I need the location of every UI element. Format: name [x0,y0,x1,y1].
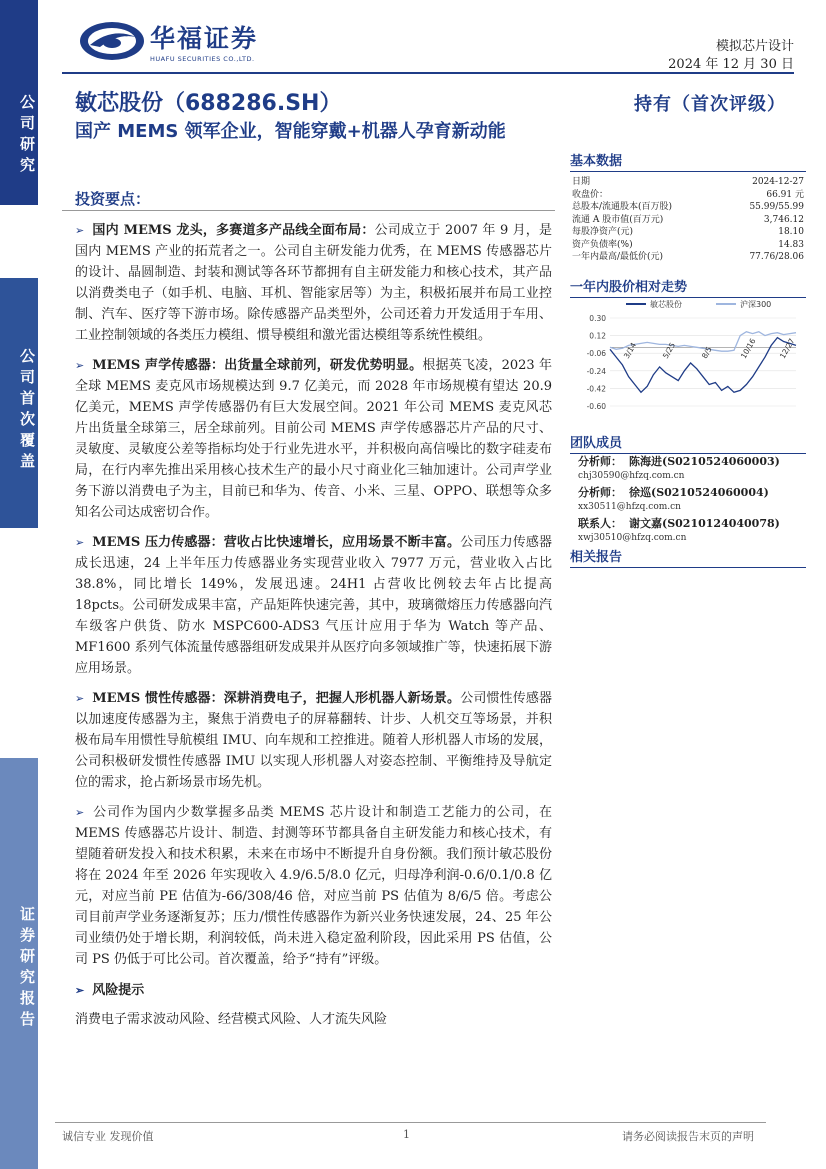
price-chart-svg [570,296,806,421]
related-reports-heading: 相关报告 [570,546,806,568]
data-row: 一年内最高/最低价(元) 77.76/28.06 [572,252,804,262]
y-tick-label: -0.24 [586,366,606,376]
team-member: 分析师： 徐巡(S0210524060004) [578,486,769,499]
price-chart [570,296,806,421]
brand-logo [78,17,258,65]
bullet-arrow-icon: ➢ [75,806,85,819]
chart-heading: 一年内股价相对走势 [570,276,806,298]
paragraph-4 [75,688,552,793]
paragraph-3-lead: MEMS 压力传感器：营收占比快速增长，应用场景不断丰富。 [92,535,461,550]
brand-name-en: HUAFU SECURITIES CO.,LTD. [150,55,255,63]
basic-data-panel [570,150,806,264]
header-divider [62,72,794,74]
team-heading: 团队成员 [570,432,806,454]
y-tick-label: -0.06 [586,349,606,359]
team-list [578,454,806,547]
summary-divider [62,210,555,211]
y-tick-label: 0.30 [589,314,606,323]
page-number: 1 [403,1128,410,1141]
paragraph-5 [75,802,552,970]
footer-disclaimer: 请务必阅读报告末页的声明 [622,1130,754,1143]
side-label-first-coverage: 公司首次覆盖 [0,278,38,528]
side-label-securities-report: 证券研究报告 [0,758,38,1169]
bullet-arrow-icon: ➢ [75,536,85,549]
chart-panel [570,276,806,298]
basic-data-heading: 基本数据 [570,150,806,172]
brand-name-cn: 华福证券 [150,24,259,53]
bullet-arrow-icon: ➢ [75,224,85,237]
x-tick-label: 12/27 [777,336,797,361]
legend-label: 敏芯股份 [650,300,682,309]
member-name: 谢文嘉(S0210124040078) [629,517,780,530]
footer-divider [55,1122,766,1123]
team-panel [570,432,806,454]
member-email[interactable]: xwj30510@hfzq.com.cn [578,533,687,543]
report-date: 2024 年 12 月 30 日 [668,57,794,72]
side-label-company-research: 公司研究 [0,0,38,205]
team-member: 联系人： 谢文嘉(S0210124040078) [578,517,780,530]
x-tick-label: 5/25 [660,340,678,361]
risk-text: 消费电子需求波动风险、经营模式风险、人才流失风险 [75,1012,388,1027]
company-title: 敏芯股份（688286.SH） [75,91,342,116]
basic-data-list [570,172,806,264]
rating-label: 持有（首次评级） [634,94,786,115]
x-tick-label: 3/14 [621,340,639,361]
paragraph-1-lead: 国内 MEMS 龙头，多赛道多产品线全面布局： [92,223,375,238]
paragraph-1 [75,220,552,346]
team-member: 分析师： 陈海进(S0210524060003) [578,455,780,468]
paragraph-4-text: 公司惯性传感器以加速度传感器为主，聚焦于消费电子的屏幕翻转、计步、人机交互等场景，并积极布局车用惯性导航模组 IMU、向车规和工控推进。随着人形机器人市场的发展，公司积极研发惯性传感器 IMU 以实现人形机器人对姿态控制、平衡维持及导航定位的需求，抢占新场景市场先机。 [75,691,552,790]
member-name: 徐巡(S0210524060004) [629,486,769,499]
paragraph-4-lead: MEMS 惯性传感器：深耕消费电子，把握人形机器人新场景。 [92,691,461,706]
paragraph-2-lead: MEMS 声学传感器：出货量全球前列，研发优势明显。 [92,358,423,373]
y-tick-label: -0.42 [586,384,606,394]
paragraph-1-text: 公司成立于 2007 年 9 月，是国内 MEMS 产业的拓荒者之一。公司自主研发能力优秀，在 MEMS 传感器芯片的设计、晶圆制造、封装和测试等各环节都拥有自主研发能力和核心技术，其产品以消费类电子（如手机、电脑、耳机、智能家居等）为主，积极拓展并布局工业控制、汽车、医疗等下游市场。除传感器产品类型外，公司还着力开发适用于车用、工业控制领域的各类压力模组、惯导模组和激光雷达模组等系统性模组。 [75,223,552,343]
x-tick-label: 10/16 [738,336,758,361]
member-email[interactable]: chj30590@hfzq.com.cn [578,471,685,481]
y-tick-label: -0.60 [586,402,606,411]
data-row: 流通 A 股市值(百万元) 3,746.12 [572,214,804,225]
bullet-arrow-icon: ➢ [75,984,85,997]
data-row: 总股本/流通股本(百万股) 55.99/55.99 [572,202,804,212]
summary-body [75,220,552,1027]
data-row: 资产负债率(%) 14.83 [572,239,804,250]
x-tick-label: 8/5 [699,345,714,361]
footer-slogan: 诚信专业 发现价值 [62,1130,154,1143]
y-tick-label: 0.12 [589,331,606,341]
risk-heading-text: 风险提示 [92,983,145,998]
member-email[interactable]: xx30511@hfzq.com.cn [578,502,681,512]
risk-heading [75,979,552,998]
legend-label: 沪深300 [740,300,772,309]
paragraph-2-text: 根据英飞凌，2023 年全球 MEMS 麦克风市场规模达到 9.7 亿美元，而 2028 年市场规模有望达 20.9 亿美元，MEMS 声学传感器仍有巨大发展空间。2021 年公司 MEMS 麦克风芯片出货量全球第三，居全球前列。目前公司 MEMS 声学传感器芯片产品的尺寸、灵敏度、灵敏度公差等指标均处于行业先进水平，并积极向高信噪比的数字硅麦布局，在行内率先推出采用核心技术生产的最小尺寸商业化三轴加速计。公司声学业务下游以消费电子为主，目前已和华为、传音、小米、三星、OPPO、联想等众多知名公司达成密切合作。 [75,358,552,520]
report-headline: 国产 MEMS 领军企业，智能穿戴+机器人孕育新动能 [75,121,506,142]
series-line [610,332,796,352]
member-name: 陈海进(S0210524060003) [629,455,780,468]
paragraph-3 [75,532,552,679]
paragraph-2 [75,355,552,523]
brand-logo-icon [78,19,146,63]
data-row: 收盘价： 66.91 元 [572,189,804,200]
industry-label: 模拟芯片设计 [715,39,794,54]
paragraph-3-text: 公司压力传感器成长迅速，24 上半年压力传感器业务实现营业收入 7977 万元，营业收入占比 38.8%，同比增长 149%，发展迅速。24H1 占营收比例较去年占比提高 18pcts。公司研发成果丰富，产品矩阵快速完善，其中，玻璃微熔压力传感器向汽车级客户供货、防水 MSPC600-ADS3 气压计应用于华为 Watch 等产品、MF1600 系列气体流量传感器组研发成果并从医疗向多领域推广等，快速拓展下游应用场景。 [75,535,552,676]
paragraph-5-text: 公司作为国内少数掌握多品类 MEMS 芯片设计和制造工艺能力的公司，在 MEMS 传感器芯片设计、制造、封测等环节都具备自主研发能力和核心技术，有望随着研发投入和技术积累，未来在市场中不断提升自身份额。我们预计敏芯股份将在 2024 年至 2026 年实现收入 4.9/6.5/8.0 亿元，归母净利润-0.6/0.1/0.8 亿元，对应当前 PE 估值为-66/308/46 倍，对应当前 PS 估值为 8/6/5 倍。考虑公司目前声学业务逐渐复苏；压力/惯性传感器作为新兴业务快速发展，24、25 年公司业绩仍处于增长期，利润较低，尚未进入稳定盈利阶段，因此采用 PS 估值，公司 PS 仍低于可比公司。首次覆盖，给予“持有”评级。 [75,805,552,967]
side-banner [0,0,38,1169]
bullet-arrow-icon: ➢ [75,359,85,372]
bullet-arrow-icon: ➢ [75,692,85,705]
data-row: 每股净资产(元) 18.10 [572,227,804,237]
data-row: 日期 2024-12-27 [572,177,804,187]
related-reports-panel [570,546,806,568]
summary-heading: 投资要点： [75,190,151,208]
